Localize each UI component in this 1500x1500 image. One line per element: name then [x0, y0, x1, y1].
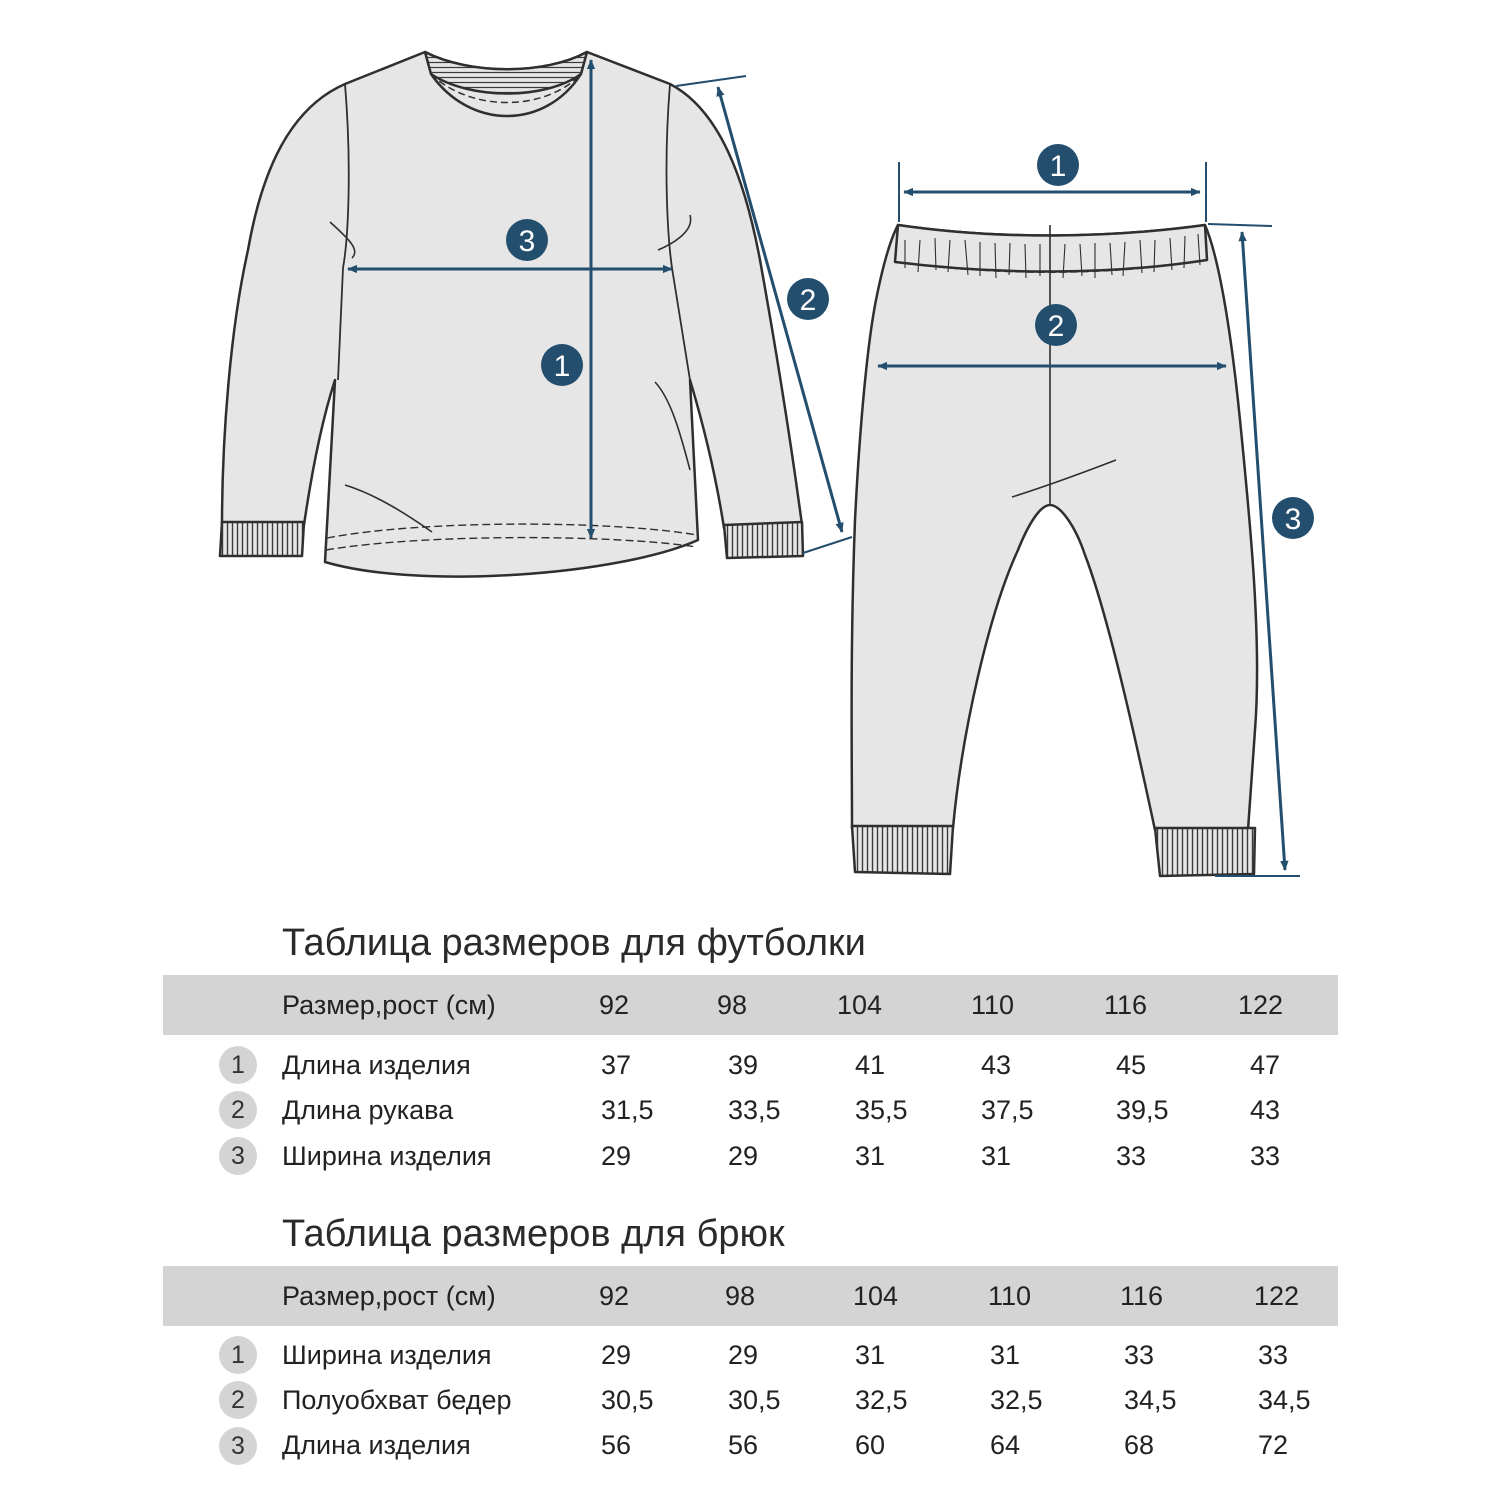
row-value: 37 [601, 1050, 632, 1080]
row-value: 68 [1124, 1430, 1155, 1460]
row-value: 31 [990, 1340, 1021, 1370]
svg-text:1: 1 [1049, 150, 1067, 183]
row-value: 41 [855, 1050, 886, 1080]
row-number-badge: 2 [219, 1091, 257, 1129]
row-label: Полуобхват бедер [282, 1385, 512, 1415]
pants-marker-3 [1272, 497, 1314, 539]
row-value: 35,5 [855, 1095, 908, 1125]
row-value: 33 [1250, 1141, 1281, 1171]
row-value: 33 [1258, 1340, 1289, 1370]
pants-size-110: 110 [988, 1281, 1032, 1311]
row-value: 29 [728, 1340, 759, 1370]
pants-right-cuff [1155, 828, 1255, 876]
pants-waistband [895, 225, 1207, 272]
shirt-size-122: 122 [1238, 990, 1284, 1020]
row-label: Длина рукава [282, 1095, 454, 1125]
row-value: 29 [601, 1141, 632, 1171]
shirt-size-110: 110 [971, 990, 1015, 1020]
row-value: 47 [1250, 1050, 1281, 1080]
row-value: 43 [981, 1050, 1012, 1080]
pants-size-104: 104 [853, 1281, 899, 1311]
shirt-size-92: 92 [599, 990, 630, 1020]
svg-text:2: 2 [1047, 310, 1065, 343]
pants-size-122: 122 [1254, 1281, 1300, 1311]
row-value: 56 [601, 1430, 632, 1460]
shirt-size-98: 98 [717, 990, 748, 1020]
row-number-badge: 1 [219, 1336, 257, 1374]
pants-table-title: Таблица размеров для брюк [282, 1213, 785, 1255]
pants-marker-1 [1037, 144, 1079, 186]
pants-size-116: 116 [1120, 1281, 1164, 1311]
svg-text:1: 1 [553, 350, 571, 383]
row-number-badge: 3 [219, 1137, 257, 1175]
shirt-table-title: Таблица размеров для футболки [282, 922, 866, 964]
row-value: 33 [1124, 1340, 1155, 1370]
row-value: 60 [855, 1430, 886, 1460]
svg-text:2: 2 [799, 284, 817, 317]
shirt-body [222, 52, 802, 577]
row-value: 31 [855, 1141, 886, 1171]
row-value: 30,5 [601, 1385, 654, 1415]
row-value: 31,5 [601, 1095, 654, 1125]
svg-text:3: 3 [518, 225, 536, 258]
row-value: 31 [855, 1340, 886, 1370]
row-value: 37,5 [981, 1095, 1034, 1125]
row-label: Длина изделия [282, 1050, 471, 1080]
shirt-left-cuff [220, 522, 304, 556]
shirt-marker-3 [506, 219, 548, 261]
shirt-size-116: 116 [1104, 990, 1148, 1020]
row-number-badge: 2 [219, 1381, 257, 1419]
row-value: 39,5 [1116, 1095, 1169, 1125]
row-value: 31 [981, 1141, 1012, 1171]
row-value: 39 [728, 1050, 759, 1080]
row-label: Ширина изделия [282, 1340, 492, 1370]
pants-marker-2 [1035, 304, 1077, 346]
row-value: 33 [1116, 1141, 1147, 1171]
shirt-drawing [220, 52, 803, 577]
row-label: Длина изделия [282, 1430, 471, 1460]
pants-size-92: 92 [599, 1281, 630, 1311]
row-value: 33,5 [728, 1095, 781, 1125]
row-value: 34,5 [1124, 1385, 1177, 1415]
row-value: 72 [1258, 1430, 1289, 1460]
row-value: 45 [1116, 1050, 1147, 1080]
pants-header-label: Размер,рост (см) [282, 1281, 496, 1311]
row-value: 30,5 [728, 1385, 781, 1415]
shirt-right-cuff [724, 522, 803, 558]
row-value: 64 [990, 1430, 1021, 1460]
row-value: 32,5 [990, 1385, 1043, 1415]
row-value: 29 [601, 1340, 632, 1370]
pants-left-cuff [852, 826, 953, 874]
row-label: Ширина изделия [282, 1141, 492, 1171]
pants-size-98: 98 [725, 1281, 756, 1311]
row-number-badge: 3 [219, 1427, 257, 1465]
row-value: 32,5 [855, 1385, 908, 1415]
row-value: 29 [728, 1141, 759, 1171]
shirt-marker-2 [787, 278, 829, 320]
row-number-badge: 1 [219, 1046, 257, 1084]
row-value: 43 [1250, 1095, 1281, 1125]
shirt-size-104: 104 [837, 990, 883, 1020]
shirt-marker-1 [541, 344, 583, 386]
svg-text:3: 3 [1284, 503, 1302, 536]
row-value: 34,5 [1258, 1385, 1311, 1415]
row-value: 56 [728, 1430, 759, 1460]
shirt-header-label: Размер,рост (см) [282, 990, 496, 1020]
